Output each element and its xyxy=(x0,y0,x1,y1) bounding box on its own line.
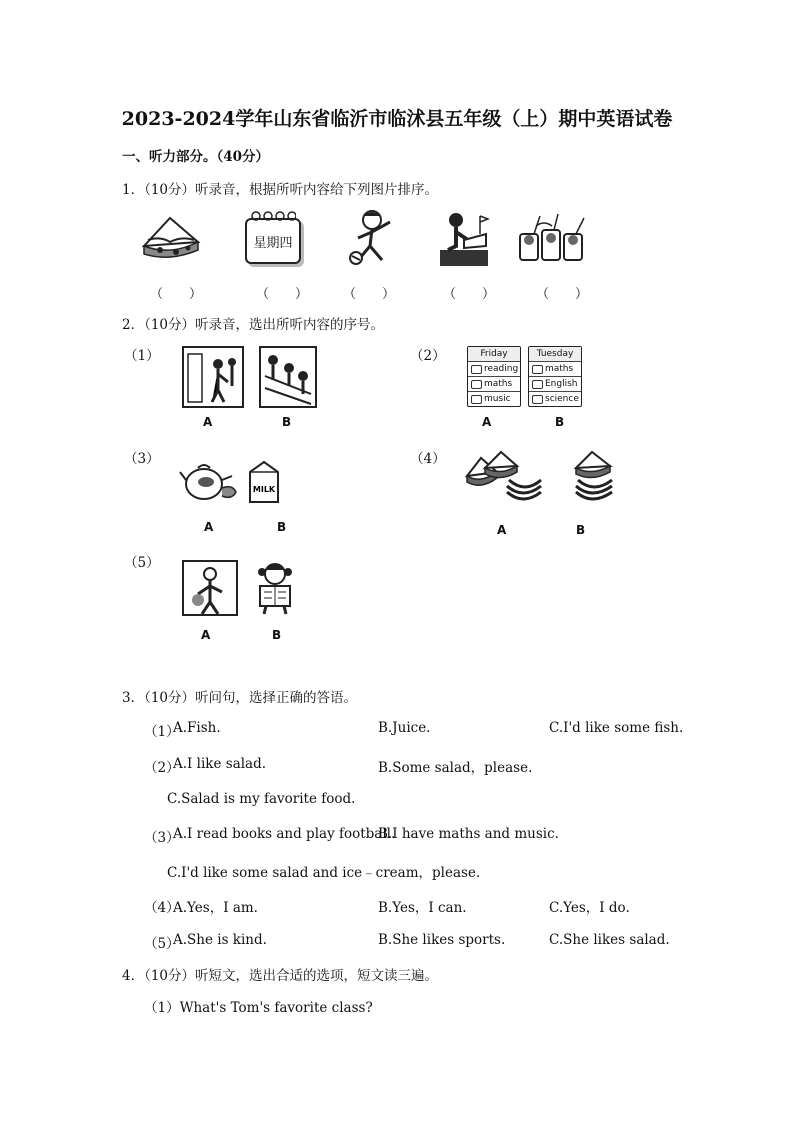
page-title: 2023-2024学年山东省临沂市临沭县五年级（上）期中英语试卷 xyxy=(121,108,673,130)
q2-3-option-b-milk-picture xyxy=(246,458,282,504)
timetable-b-class-3: science xyxy=(545,394,579,404)
q3-4-option-a[interactable]: A.Yes，I am. xyxy=(173,900,258,916)
q3-2-option-c[interactable]: C.Salad is my favorite food. xyxy=(167,791,356,807)
q1-answer-blank-5[interactable]: （ ） xyxy=(536,287,589,302)
q3-4-option-c[interactable]: C.Yes，I do. xyxy=(549,900,630,916)
timetable-b-class-2: English xyxy=(545,379,578,389)
milk-label: MILK xyxy=(252,485,276,494)
q4-sub-question-1: （1）What's Tom's favorite class? xyxy=(144,1000,373,1016)
q3-5-option-b[interactable]: B.She likes sports. xyxy=(378,932,506,948)
q3-5-option-a[interactable]: A.She is kind. xyxy=(173,932,267,948)
q2-item-5-number: （5） xyxy=(124,555,160,571)
q2-item-2-number: （2） xyxy=(410,348,446,364)
q3-item-1-number: （1） xyxy=(144,724,180,740)
flask-icon xyxy=(532,395,543,404)
q1-stem: 1．（10分）听录音，根据所听内容给下列图片排序。 xyxy=(122,182,439,198)
q2-1-option-b-picture xyxy=(259,346,317,408)
q2-5-option-a-helping-picture xyxy=(182,560,238,616)
section-heading-listening: 一、听力部分。（40分） xyxy=(122,149,270,165)
q2-5-label-a: A xyxy=(201,628,211,642)
q2-5-label-b: B xyxy=(272,628,282,642)
music-note-icon xyxy=(471,395,482,404)
q1-answer-blank-4[interactable]: （ ） xyxy=(443,287,496,302)
ruler-icon xyxy=(471,380,482,389)
q3-3-option-b[interactable]: B.I have maths and music. xyxy=(378,826,559,842)
q1-answer-blank-1[interactable]: （ ） xyxy=(150,287,203,302)
q3-stem: 3．（10分）听问句，选择正确的答语。 xyxy=(122,690,358,706)
football-boy-picture xyxy=(342,208,402,266)
q2-1-label-b: B xyxy=(282,415,292,429)
q2-4-option-a-sandwich-bananas-picture xyxy=(463,450,545,506)
book-icon xyxy=(532,380,543,389)
q2-2-option-a-timetable xyxy=(467,346,521,407)
q1-answer-blank-2[interactable]: （ ） xyxy=(256,287,309,302)
timetable-a-class-1: reading xyxy=(484,364,519,374)
q3-item-5-number: （5） xyxy=(144,936,180,952)
q3-1-option-b[interactable]: B.Juice. xyxy=(378,720,431,736)
calendar-rings-icon xyxy=(250,210,296,222)
q3-1-option-c[interactable]: C.I'd like some fish. xyxy=(549,720,684,736)
q1-answer-blank-3[interactable]: （ ） xyxy=(343,287,396,302)
calendar-text: 星期四 xyxy=(253,235,293,251)
q3-item-3-number: （3） xyxy=(144,830,180,846)
q2-item-3-number: （3） xyxy=(124,451,160,467)
q2-1-label-a: A xyxy=(203,415,213,429)
timetable-b-day: Tuesday xyxy=(529,347,581,361)
q2-4-option-b-sandwich-bananas-picture xyxy=(572,450,616,506)
q2-2-label-a: A xyxy=(482,415,492,429)
q3-item-2-number: （2） xyxy=(144,760,180,776)
juice-drinks-picture xyxy=(514,212,590,266)
q4-stem: 4．（10分）听短文，选出合适的选项，短文读三遍。 xyxy=(122,968,439,984)
q2-2-label-b: B xyxy=(555,415,565,429)
q3-item-4-number: （4） xyxy=(144,900,180,916)
timetable-a-day: Friday xyxy=(468,347,520,361)
q2-4-label-b: B xyxy=(576,523,586,537)
boy-at-table-picture xyxy=(438,210,490,268)
timetable-a-class-2: maths xyxy=(484,379,513,389)
q2-3-label-a: A xyxy=(204,520,214,534)
timetable-b-class-1: maths xyxy=(545,364,574,374)
q2-2-option-b-timetable xyxy=(528,346,582,407)
timetable-a-class-3: music xyxy=(484,394,511,404)
q3-4-option-b[interactable]: B.Yes，I can. xyxy=(378,900,467,916)
q2-3-label-b: B xyxy=(277,520,287,534)
sandwich-picture xyxy=(140,212,202,262)
q3-5-option-c[interactable]: C.She likes salad. xyxy=(549,932,670,948)
q2-4-label-a: A xyxy=(497,523,507,537)
q3-3-option-c[interactable]: C.I'd like some salad and ice﹣cream，please. xyxy=(167,865,481,881)
q2-item-1-number: （1） xyxy=(124,348,160,364)
q3-2-option-b[interactable]: B.Some salad，please. xyxy=(378,760,533,776)
q2-5-option-b-reading-girl-picture xyxy=(250,558,300,616)
q2-stem: 2．（10分）听录音，选出所听内容的序号。 xyxy=(122,317,385,333)
calendar-thursday-picture xyxy=(245,218,301,264)
q3-1-option-a[interactable]: A.Fish. xyxy=(173,720,221,736)
q3-2-option-a[interactable]: A.I like salad. xyxy=(173,756,267,772)
book-icon xyxy=(471,365,482,374)
ruler-icon xyxy=(532,365,543,374)
q2-item-4-number: （4） xyxy=(410,451,446,467)
q2-3-option-a-teapot-fish-picture xyxy=(178,458,240,506)
q2-1-option-a-picture xyxy=(182,346,244,408)
q3-3-option-a[interactable]: A.I read books and play football. xyxy=(173,826,396,842)
